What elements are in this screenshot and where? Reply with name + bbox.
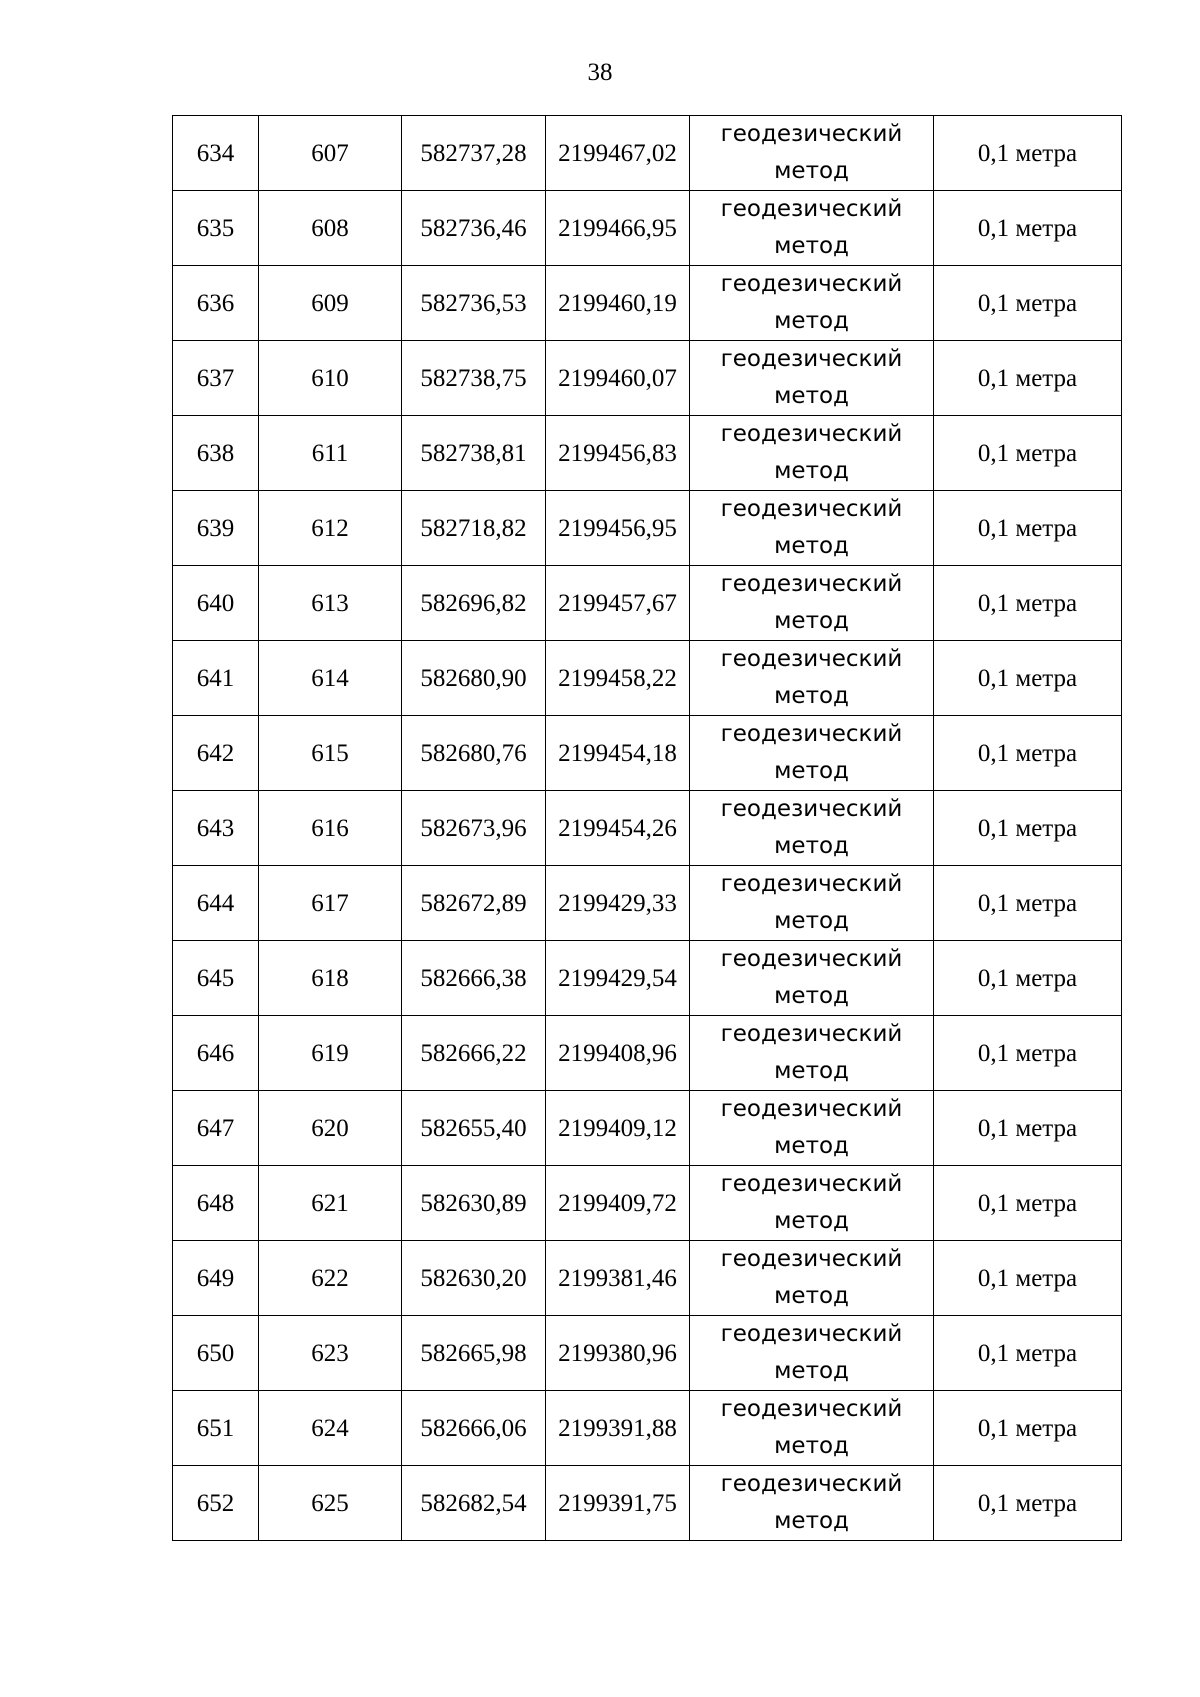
y-coordinate-cell: 2199391,88 [546,1391,690,1466]
table-row [173,116,1122,191]
method-line-1: геодезический [720,1471,903,1497]
method-line-2: метод [774,533,849,559]
x-coordinate-cell: 582673,96 [402,791,546,866]
method-line-2: метод [774,1508,849,1534]
method-line-2: метод [774,383,849,409]
x-coordinate-cell: 582655,40 [402,1091,546,1166]
method-line-1: геодезический [720,1096,903,1122]
point-number-cell: 609 [259,266,402,341]
x-coordinate-cell: 582665,98 [402,1316,546,1391]
method-line-2: метод [774,908,849,934]
x-coordinate-cell: 582718,82 [402,491,546,566]
method-line-2: метод [774,833,849,859]
x-coordinate-cell: 582666,38 [402,941,546,1016]
row-number-cell: 646 [173,1016,259,1091]
accuracy-cell: 0,1 метра [934,566,1122,641]
point-number-cell: 614 [259,641,402,716]
row-number-cell: 640 [173,566,259,641]
accuracy-cell: 0,1 метра [934,941,1122,1016]
method-line-1: геодезический [720,721,903,747]
point-number-cell: 613 [259,566,402,641]
method-line-2: метод [774,458,849,484]
accuracy-cell: 0,1 метра [934,1241,1122,1316]
method-line-2: метод [774,233,849,259]
accuracy-cell: 0,1 метра [934,1091,1122,1166]
point-number-cell: 619 [259,1016,402,1091]
y-coordinate-cell: 2199380,96 [546,1316,690,1391]
method-line-1: геодезический [720,346,903,372]
table-row [173,1241,1122,1316]
point-number-cell: 611 [259,416,402,491]
table-row [173,716,1122,791]
x-coordinate-cell: 582680,76 [402,716,546,791]
method-cell [690,1016,934,1091]
method-cell [690,341,934,416]
y-coordinate-cell: 2199391,75 [546,1466,690,1541]
method-cell [690,1241,934,1316]
row-number-cell: 649 [173,1241,259,1316]
accuracy-cell: 0,1 метра [934,1016,1122,1091]
row-number-cell: 648 [173,1166,259,1241]
row-number-cell: 644 [173,866,259,941]
method-line-2: метод [774,758,849,784]
method-line-1: геодезический [720,1021,903,1047]
method-line-2: метод [774,683,849,709]
y-coordinate-cell: 2199454,18 [546,716,690,791]
y-coordinate-cell: 2199381,46 [546,1241,690,1316]
table-row [173,191,1122,266]
point-number-cell: 615 [259,716,402,791]
table-row [173,266,1122,341]
y-coordinate-cell: 2199460,19 [546,266,690,341]
accuracy-cell: 0,1 метра [934,416,1122,491]
point-number-cell: 621 [259,1166,402,1241]
table-row [173,491,1122,566]
row-number-cell: 636 [173,266,259,341]
method-line-2: метод [774,983,849,1009]
row-number-cell: 641 [173,641,259,716]
x-coordinate-cell: 582738,75 [402,341,546,416]
row-number-cell: 650 [173,1316,259,1391]
method-cell [690,1166,934,1241]
accuracy-cell: 0,1 метра [934,191,1122,266]
table-row [173,866,1122,941]
method-line-2: метод [774,1133,849,1159]
method-cell [690,266,934,341]
method-line-1: геодезический [720,496,903,522]
point-number-cell: 625 [259,1466,402,1541]
y-coordinate-cell: 2199460,07 [546,341,690,416]
table-row [173,1091,1122,1166]
x-coordinate-cell: 582682,54 [402,1466,546,1541]
method-line-1: геодезический [720,946,903,972]
x-coordinate-cell: 582737,28 [402,116,546,191]
x-coordinate-cell: 582666,22 [402,1016,546,1091]
accuracy-cell: 0,1 метра [934,1391,1122,1466]
accuracy-cell: 0,1 метра [934,1316,1122,1391]
method-line-2: метод [774,1058,849,1084]
method-line-2: метод [774,158,849,184]
method-line-2: метод [774,1208,849,1234]
y-coordinate-cell: 2199409,12 [546,1091,690,1166]
y-coordinate-cell: 2199456,95 [546,491,690,566]
y-coordinate-cell: 2199429,33 [546,866,690,941]
accuracy-cell: 0,1 метра [934,791,1122,866]
x-coordinate-cell: 582672,89 [402,866,546,941]
y-coordinate-cell: 2199467,02 [546,116,690,191]
method-cell [690,791,934,866]
row-number-cell: 647 [173,1091,259,1166]
accuracy-cell: 0,1 метра [934,866,1122,941]
point-number-cell: 612 [259,491,402,566]
method-line-1: геодезический [720,796,903,822]
method-cell [690,1316,934,1391]
point-number-cell: 618 [259,941,402,1016]
table-row [173,1391,1122,1466]
row-number-cell: 651 [173,1391,259,1466]
method-line-1: геодезический [720,1246,903,1272]
method-line-2: метод [774,1283,849,1309]
table-row [173,1166,1122,1241]
table-body [173,116,1122,1541]
y-coordinate-cell: 2199466,95 [546,191,690,266]
method-cell [690,1466,934,1541]
table-row [173,641,1122,716]
x-coordinate-cell: 582666,06 [402,1391,546,1466]
y-coordinate-cell: 2199458,22 [546,641,690,716]
method-cell [690,416,934,491]
method-cell [690,716,934,791]
method-line-1: геодезический [720,571,903,597]
method-line-1: геодезический [720,646,903,672]
table-row [173,416,1122,491]
point-number-cell: 620 [259,1091,402,1166]
point-number-cell: 608 [259,191,402,266]
table-row [173,941,1122,1016]
accuracy-cell: 0,1 метра [934,266,1122,341]
method-line-1: геодезический [720,271,903,297]
row-number-cell: 634 [173,116,259,191]
row-number-cell: 638 [173,416,259,491]
accuracy-cell: 0,1 метра [934,341,1122,416]
method-line-1: геодезический [720,121,903,147]
table-row [173,1466,1122,1541]
row-number-cell: 639 [173,491,259,566]
accuracy-cell: 0,1 метра [934,116,1122,191]
y-coordinate-cell: 2199408,96 [546,1016,690,1091]
method-cell [690,491,934,566]
y-coordinate-cell: 2199409,72 [546,1166,690,1241]
method-line-2: метод [774,608,849,634]
row-number-cell: 652 [173,1466,259,1541]
row-number-cell: 643 [173,791,259,866]
x-coordinate-cell: 582680,90 [402,641,546,716]
method-cell [690,566,934,641]
method-cell [690,866,934,941]
method-line-1: геодезический [720,1171,903,1197]
method-line-2: метод [774,1358,849,1384]
y-coordinate-cell: 2199457,67 [546,566,690,641]
x-coordinate-cell: 582696,82 [402,566,546,641]
point-number-cell: 623 [259,1316,402,1391]
accuracy-cell: 0,1 метра [934,1466,1122,1541]
x-coordinate-cell: 582736,46 [402,191,546,266]
row-number-cell: 635 [173,191,259,266]
table-row [173,1316,1122,1391]
y-coordinate-cell: 2199456,83 [546,416,690,491]
page-number: 38 [587,59,613,86]
x-coordinate-cell: 582630,89 [402,1166,546,1241]
method-line-1: геодезический [720,196,903,222]
method-line-1: геодезический [720,1396,903,1422]
table-row [173,341,1122,416]
method-line-2: метод [774,308,849,334]
point-number-cell: 617 [259,866,402,941]
x-coordinate-cell: 582736,53 [402,266,546,341]
method-line-1: геодезический [720,1321,903,1347]
method-cell [690,191,934,266]
coordinates-table [172,115,1122,1541]
y-coordinate-cell: 2199429,54 [546,941,690,1016]
method-cell [690,1391,934,1466]
row-number-cell: 645 [173,941,259,1016]
point-number-cell: 607 [259,116,402,191]
accuracy-cell: 0,1 метра [934,491,1122,566]
table-row [173,791,1122,866]
method-cell [690,641,934,716]
y-coordinate-cell: 2199454,26 [546,791,690,866]
point-number-cell: 616 [259,791,402,866]
method-line-1: геодезический [720,871,903,897]
point-number-cell: 624 [259,1391,402,1466]
table-row [173,1016,1122,1091]
table-row [173,566,1122,641]
x-coordinate-cell: 582630,20 [402,1241,546,1316]
method-line-1: геодезический [720,421,903,447]
method-cell [690,116,934,191]
point-number-cell: 610 [259,341,402,416]
row-number-cell: 637 [173,341,259,416]
accuracy-cell: 0,1 метра [934,716,1122,791]
point-number-cell: 622 [259,1241,402,1316]
method-cell [690,1091,934,1166]
accuracy-cell: 0,1 метра [934,1166,1122,1241]
x-coordinate-cell: 582738,81 [402,416,546,491]
method-cell [690,941,934,1016]
accuracy-cell: 0,1 метра [934,641,1122,716]
method-line-2: метод [774,1433,849,1459]
row-number-cell: 642 [173,716,259,791]
